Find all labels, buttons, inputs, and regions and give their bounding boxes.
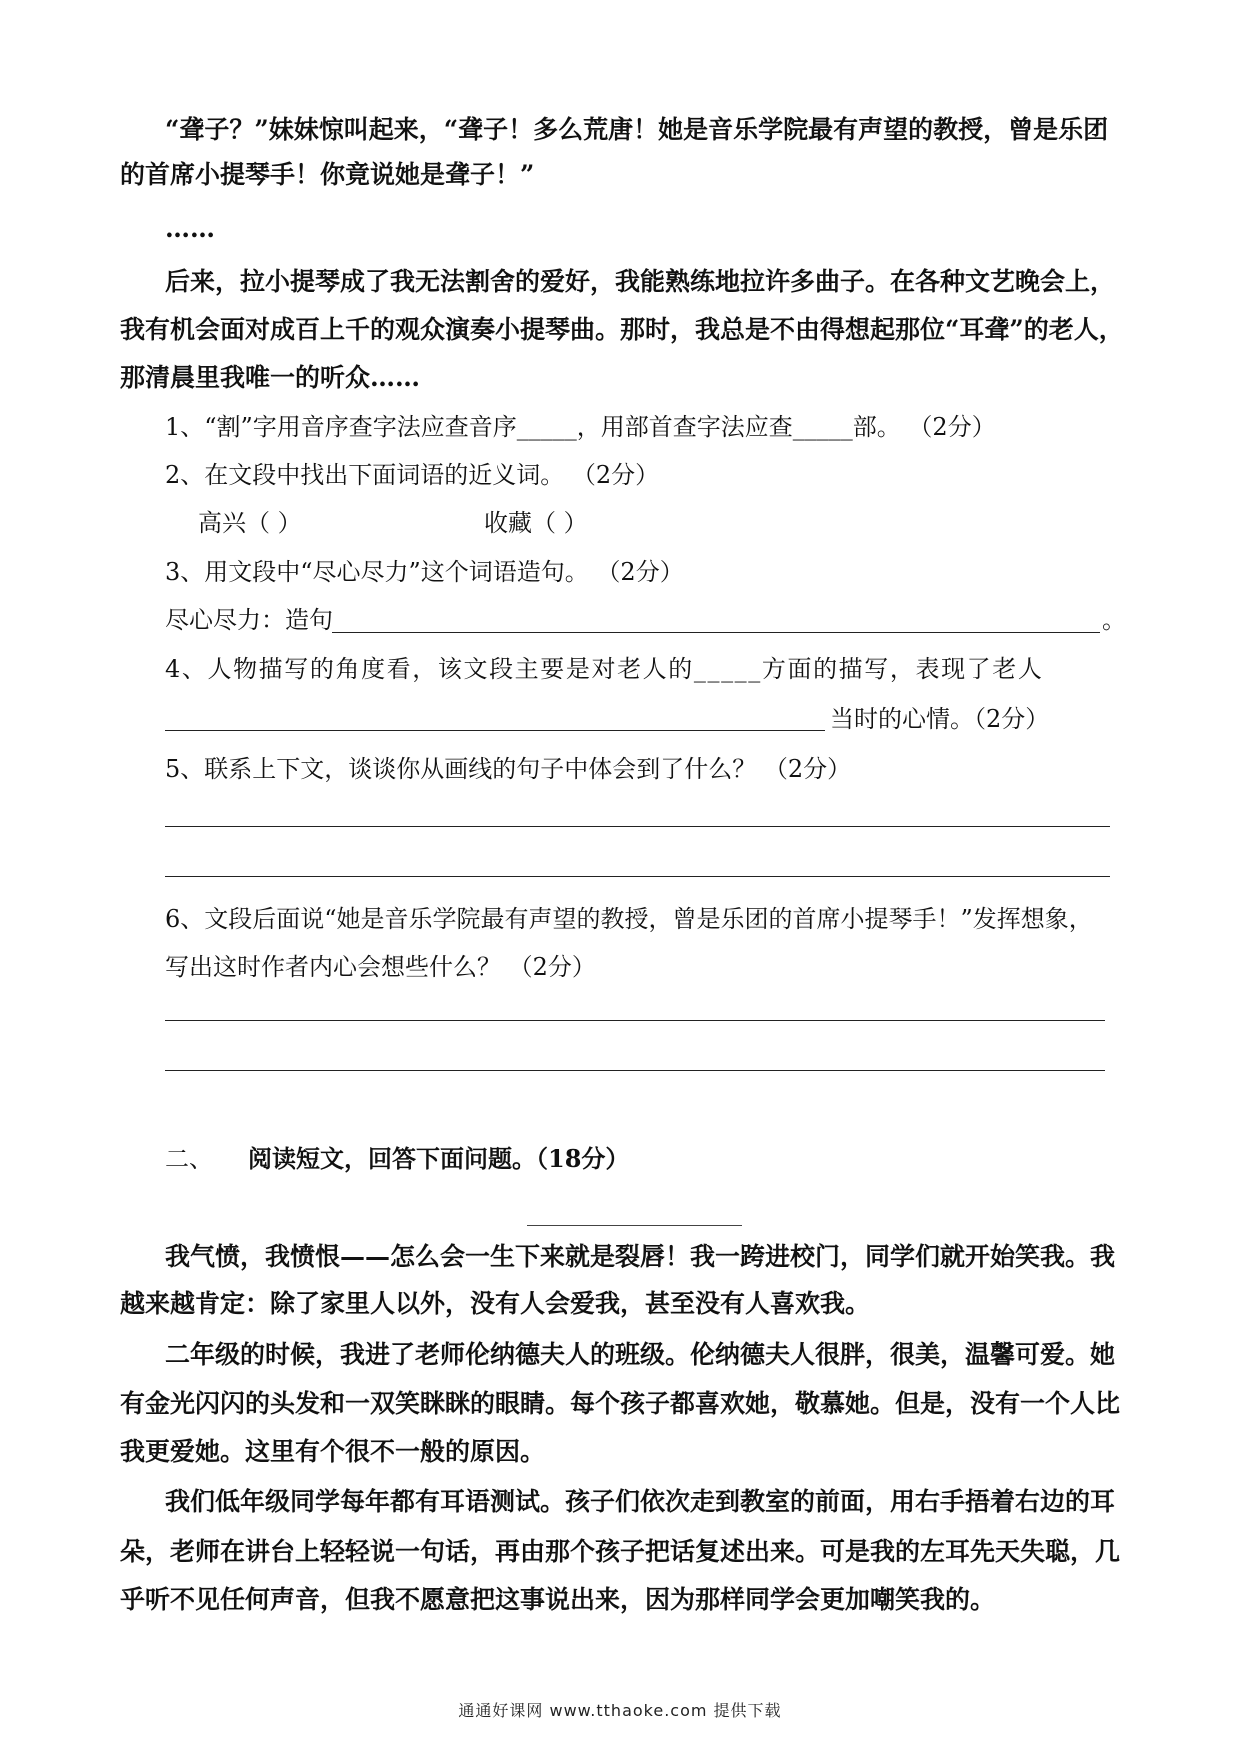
q5-answer-line-1[interactable]	[165, 826, 1110, 827]
passage1-line-2: 的首席小提琴手！你竟说她是聋子！”	[120, 160, 535, 189]
passage1-ellipsis: ……	[165, 214, 215, 243]
question-6-part-2: 写出这时作者内心会想些什么？ （2分）	[165, 953, 596, 981]
q3-end-mark: 。	[1102, 606, 1126, 634]
passage1-line-3: 后来，拉小提琴成了我无法割舍的爱好，我能熟练地拉许多曲子。在各种文艺晚会上，	[165, 267, 1116, 296]
passage2-line-2: 越来越肯定：除了家里人以外，没有人会爱我，甚至没有人喜欢我。	[120, 1289, 871, 1318]
question-1: 1、“割”字用音序查字法应查音序_____，用部首查字法应查_____部。 （2分）	[165, 413, 996, 441]
passage2-line-5: 我更爱她。这里有个很不一般的原因。	[120, 1437, 546, 1466]
q2-word-1: 高兴（ ）	[198, 509, 302, 537]
passage1-line-1: “聋子？”妹妹惊叫起来，“聋子！多么荒唐！她是音乐学院最有声望的教授，曾是乐团	[165, 115, 1109, 144]
passage2-line-7: 朵，老师在讲台上轻轻说一句话，再由那个孩子把话复述出来。可是我的左耳先天失聪，几	[120, 1537, 1121, 1566]
passage2-line-6: 我们低年级同学每年都有耳语测试。孩子们依次走到教室的前面，用右手捂着右边的耳	[165, 1487, 1116, 1516]
question-4-part-2: 当时的心情。（2分）	[830, 705, 1050, 733]
q2-word-2: 收藏（ ）	[484, 509, 588, 537]
question-3: 3、用文段中“尽心尽力”这个词语造句。 （2分）	[165, 558, 684, 586]
passage1-line-5: 那清晨里我唯一的听众……	[120, 363, 421, 392]
passage2-line-8: 乎听不见任何声音，但我不愿意把这事说出来，因为那样同学会更加嘲笑我的。	[120, 1585, 996, 1614]
section-2-number: 二、	[165, 1145, 213, 1173]
passage-title-blank[interactable]	[527, 1225, 742, 1226]
passage2-line-1: 我气愤，我愤恨——怎么会一生下来就是裂唇！我一跨进校门，同学们就开始笑我。我	[165, 1242, 1116, 1271]
q3-answer-line[interactable]	[332, 632, 1100, 633]
q6-answer-line-2[interactable]	[165, 1070, 1105, 1071]
section-2-title: 阅读短文，回答下面问题。（18分）	[248, 1144, 630, 1173]
q3-prompt: 尽心尽力：造句	[165, 606, 333, 634]
page-footer: 通通好课网 www.tthaoke.com 提供下载	[458, 1701, 782, 1720]
q4-answer-line[interactable]	[165, 730, 825, 731]
q6-answer-line-1[interactable]	[165, 1020, 1105, 1021]
passage1-line-4: 我有机会面对成百上千的观众演奏小提琴曲。那时，我总是不由得想起那位“耳聋”的老人，	[120, 315, 1124, 344]
question-2: 2、在文段中找出下面词语的近义词。 （2分）	[165, 461, 660, 489]
question-6-part-1: 6、文段后面说“她是音乐学院最有声望的教授，曾是乐团的首席小提琴手！”发挥想象，	[165, 905, 1093, 933]
question-4-part-1: 4、人物描写的角度看，该文段主要是对老人的_____方面的描写，表现了老人	[165, 655, 1044, 683]
q5-answer-line-2[interactable]	[165, 876, 1110, 877]
passage2-line-4: 有金光闪闪的头发和一双笑眯眯的眼睛。每个孩子都喜欢她，敬慕她。但是，没有一个人比	[120, 1389, 1121, 1418]
passage2-line-3: 二年级的时候，我进了老师伦纳德夫人的班级。伦纳德夫人很胖，很美，温馨可爱。她	[165, 1340, 1116, 1369]
question-5: 5、联系上下文，谈谈你从画线的句子中体会到了什么？ （2分）	[165, 755, 852, 783]
